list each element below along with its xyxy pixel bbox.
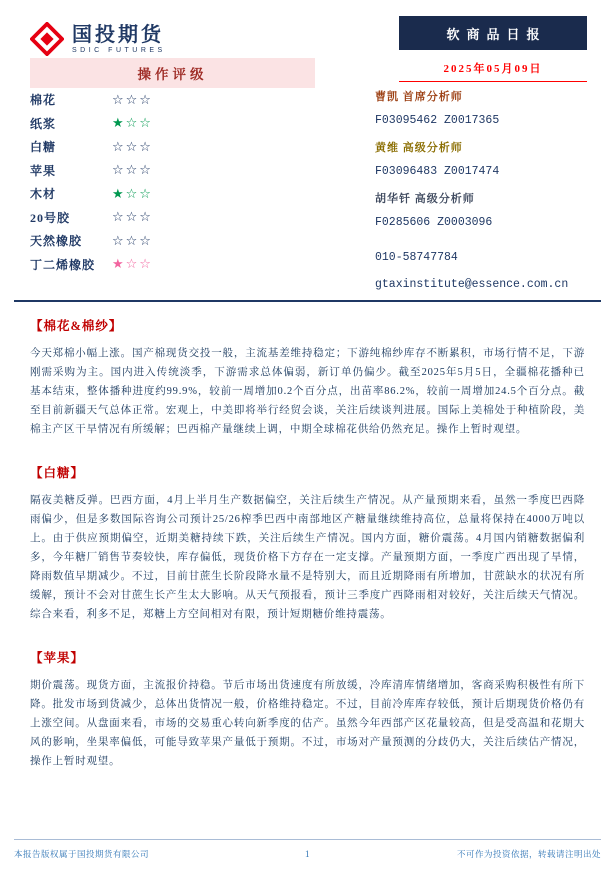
rating-row-timber bbox=[30, 182, 315, 206]
rating-stars: ☆☆☆ bbox=[112, 209, 153, 225]
brand-name-en: SDIC FUTURES bbox=[72, 47, 166, 54]
section-apple bbox=[30, 648, 585, 771]
report-body bbox=[30, 316, 585, 795]
rating-stars: ★☆☆ bbox=[112, 256, 153, 272]
section-title: 【白糖】 bbox=[30, 466, 85, 480]
commodity-name: 白糖 bbox=[30, 140, 57, 155]
brand-logo bbox=[30, 22, 166, 56]
page-footer bbox=[14, 839, 601, 860]
commodity-name: 天然橡胶 bbox=[30, 234, 83, 249]
date-underline bbox=[399, 81, 587, 82]
commodity-name: 苹果 bbox=[30, 163, 57, 178]
analyst-codes: F0285606 Z0003096 bbox=[375, 216, 493, 229]
rating-row-butadiene-rubber bbox=[30, 253, 315, 277]
rating-stars: ☆☆☆ bbox=[112, 162, 153, 178]
report-date: 2025年05月09日 bbox=[443, 63, 543, 75]
brand-text bbox=[72, 24, 166, 54]
commodity-name: 木材 bbox=[30, 187, 57, 202]
section-cotton bbox=[30, 316, 585, 439]
footer-disclaimer: 不可作为投资依据，转载请注明出处 bbox=[456, 849, 601, 859]
section-title: 【苹果】 bbox=[30, 651, 85, 665]
rating-row-natural-rubber bbox=[30, 229, 315, 253]
report-title: 软商品日报 bbox=[399, 16, 587, 50]
rating-row-rubber20 bbox=[30, 206, 315, 230]
commodity-name: 棉花 bbox=[30, 93, 57, 108]
contact-phone: 010-58747784 bbox=[375, 251, 458, 264]
report-title-block bbox=[399, 16, 587, 82]
section-text: 今天郑棉小幅上涨。国产棉现货交投一般，主流基差维持稳定；下游纯棉纱库存不断累积，市场行情不足，下游刚需采购为主。国内进入传统淡季，下游需求总体偏弱，新订单仍偏少。截至2025年5月5日，全疆棉花播种已基本结束，整体播种进度约99.9%，较前一周增加0.2个百分点，出苗率86.2%，较前一周增加24.5个百分点。截至目前新疆天气总体正常。宏观上，中美即将举行经贸会谈，关注后续谈判进展。国际上美棉处于种植阶段，美棉主产区干旱情况有所缓解；巴西棉产量继续上调，中期全球棉花供给仍然充足。操作上暂时观望。 bbox=[30, 348, 585, 435]
header-divider bbox=[14, 300, 601, 302]
section-text: 隔夜美糖反弹。巴西方面，4月上半月生产数据偏空，关注后续生产情况。从产量预期来看，虽然一季度巴西降雨偏少，但是多数国际咨询公司预计25/26榨季巴西中南部地区产糖量继续维持高位，总量将保持在4000万吨以上。由于供应预期偏空，近期美糖持续下跌，关注后续生产情况。国内方面，糖价震荡。4月国内销糖数据偏利多，今年糖厂销售节奏较快，库存偏低，现货价格下方存在一定支撑。产量预期方面，一季度广西出现了旱情，降雨数值早期减少。不过，目前甘蔗生长阶段降水量不是特别大，而且近期降雨有所增加，甘蔗缺水的状况有所缓解，预计不会对甘蔗生长产生太大影响。从天气预报看，预计三季度广西降雨相对较好，关注后续天气情况。综合来看，利多不足，郑糖上方空间相对有限，预计短期糖价维持震荡。 bbox=[30, 495, 585, 620]
rating-row-sugar bbox=[30, 135, 315, 159]
commodity-name: 丁二烯橡胶 bbox=[30, 257, 96, 272]
rating-stars: ☆☆☆ bbox=[112, 232, 153, 248]
page-number: 1 bbox=[305, 849, 310, 859]
section-sugar bbox=[30, 463, 585, 624]
analyst-codes: F03096483 Z0017474 bbox=[375, 165, 500, 178]
rating-row-cotton bbox=[30, 88, 315, 112]
brand-logo-icon bbox=[30, 22, 64, 56]
rating-stars: ☆☆☆ bbox=[112, 138, 153, 154]
rating-stars: ☆☆☆ bbox=[112, 91, 153, 107]
rating-row-apple bbox=[30, 159, 315, 183]
section-title: 【棉花&棉纱】 bbox=[30, 319, 123, 333]
footer-copyright: 本报告版权属于国投期货有限公司 bbox=[14, 849, 150, 859]
analysts-panel bbox=[375, 88, 593, 291]
rating-stars: ★☆☆ bbox=[112, 115, 153, 131]
contact-email[interactable]: gtaxinstitute@essence.com.cn bbox=[375, 278, 569, 291]
brand-name-cn: 国投期货 bbox=[72, 24, 164, 46]
analyst-name: 黄维 高级分析师 bbox=[375, 142, 463, 154]
section-text: 期价震荡。现货方面，主流报价持稳。节后市场出货速度有所放缓，冷库清库情绪增加，客商采购积极性有所下降。批发市场到货减少，总体出货情况一般，价格维持稳定。不过，目前冷库库存较低，预计后期现货价格仍有上涨空间。从盘面来看，市场的交易重心转向新季度的估产。虽然今年西部产区花量较高，但是受高温和花期大风的影响，坐果率偏低，可能导致苹果产量低于预期。不过，市场对产量预测的分歧仍大，关注后续估产情况，操作上暂时观望。 bbox=[30, 680, 585, 767]
rating-row-pulp bbox=[30, 112, 315, 136]
ratings-panel bbox=[30, 58, 315, 276]
analyst-name: 曹凯 首席分析师 bbox=[375, 91, 463, 103]
commodity-name: 20号胶 bbox=[30, 210, 71, 225]
commodity-name: 纸浆 bbox=[30, 116, 57, 131]
rating-stars: ★☆☆ bbox=[112, 185, 153, 201]
analyst-name: 胡华钎 高级分析师 bbox=[375, 193, 475, 205]
ratings-header: 操作评级 bbox=[30, 58, 315, 88]
analyst-codes: F03095462 Z0017365 bbox=[375, 114, 500, 127]
